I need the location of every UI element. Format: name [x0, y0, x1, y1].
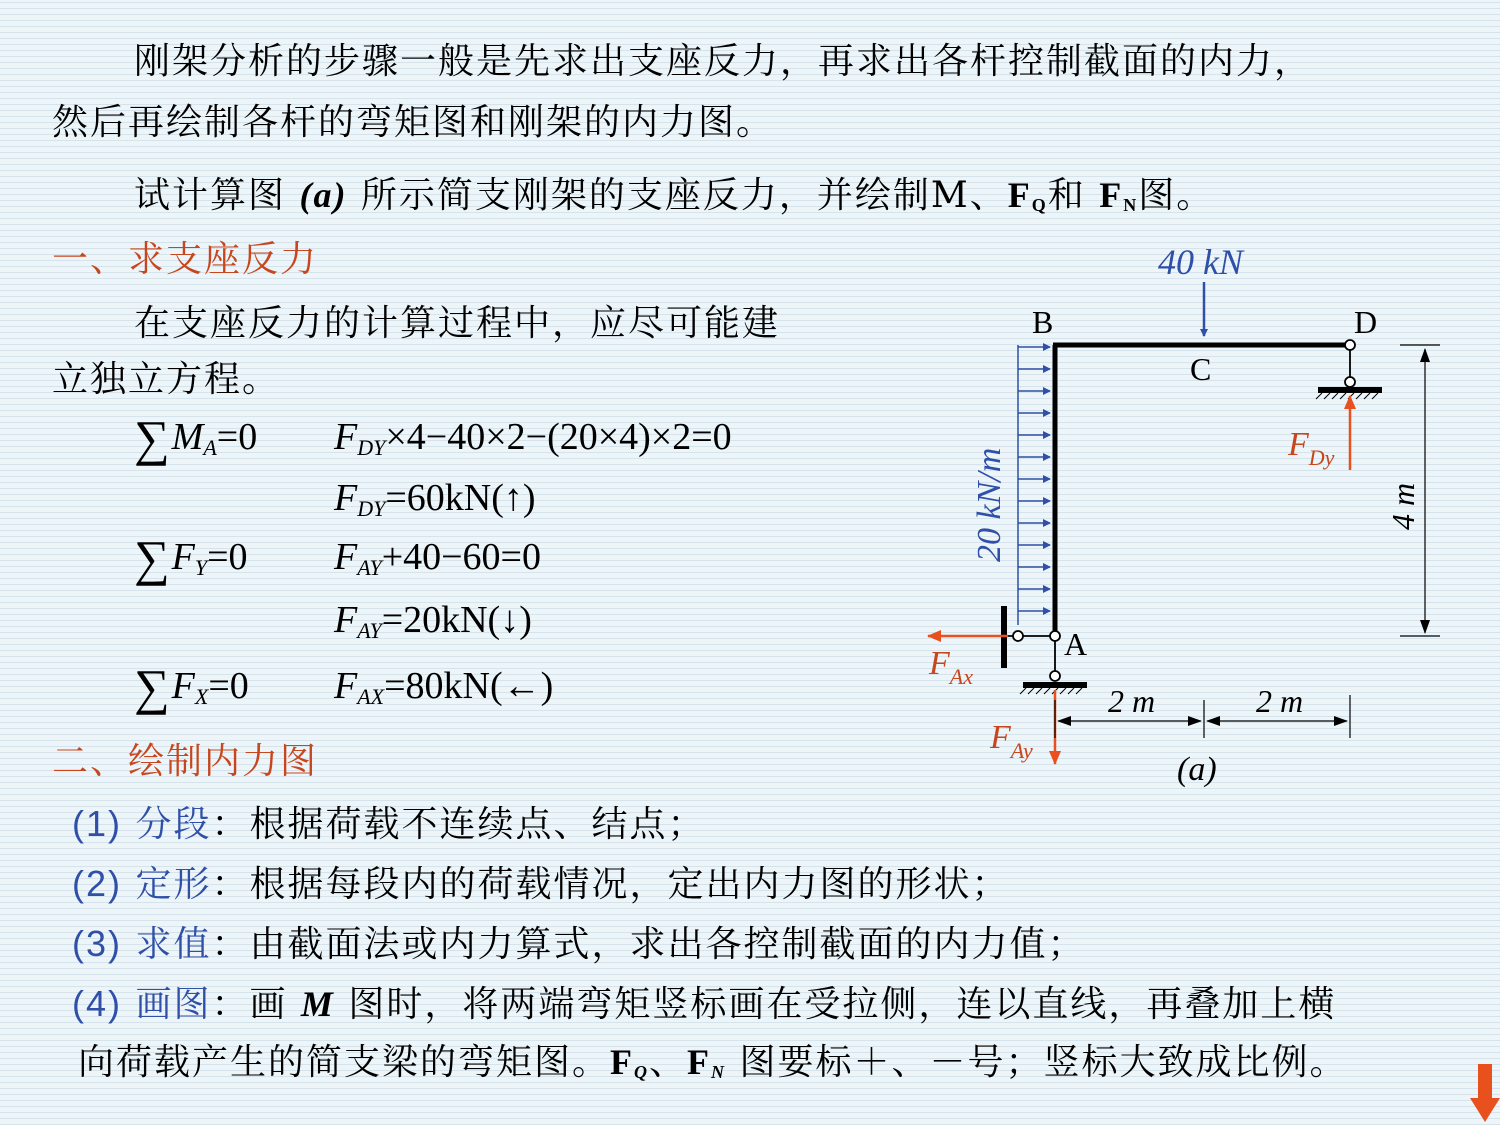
step4-fn: F — [687, 1042, 712, 1082]
node-d-label: D — [1354, 304, 1378, 340]
step-4-num: (4) — [72, 983, 122, 1024]
eq3-lhs: F — [171, 536, 195, 578]
eq5-F: F — [334, 665, 358, 707]
eq3-F: F — [334, 536, 358, 578]
eq1-lhs: M — [171, 416, 204, 458]
fax-F: F — [929, 645, 950, 682]
eq5-F-sub: AX — [357, 684, 385, 709]
eq4-F: F — [334, 599, 358, 641]
load-top-label: 40 kN — [1158, 242, 1243, 282]
section1-text-1: 在支座反力的计算过程中，应尽可能建 — [134, 303, 781, 344]
eq5-lhs-sub: X — [194, 684, 209, 709]
distributed-load — [1018, 345, 1050, 625]
step-2-text: ：根据每段内的荷载情况，定出内力图的形状； — [211, 864, 1010, 905]
sigma-symbol: ∑ — [134, 530, 170, 586]
step-2-num: (2) — [72, 863, 122, 904]
step-1-name: 分段 — [135, 804, 212, 845]
fdy-sub: Dy — [1308, 445, 1335, 470]
problem-pre: 试计算图 — [134, 175, 287, 216]
node-b-label: B — [1032, 304, 1054, 340]
eq5-lhs: F — [171, 665, 195, 707]
next-slide-arrow-icon[interactable] — [1470, 1064, 1500, 1122]
span1-label: 2 m — [1108, 683, 1156, 719]
step-1-num: (1) — [72, 803, 122, 844]
step4-fn-sub: N — [711, 1062, 727, 1082]
eq5-rhs: =0 — [208, 665, 249, 707]
eq2-F: F — [334, 477, 358, 519]
eq4-F-sub: AY — [357, 618, 382, 643]
section2-heading: 二、绘制内力图 — [52, 741, 319, 782]
dimension-span — [1055, 695, 1350, 738]
fq-sub: Q — [1031, 195, 1048, 215]
eq3-F-sub: AY — [357, 555, 382, 580]
sigma-symbol: ∑ — [134, 659, 170, 715]
step-4-text-a: ：画 — [211, 984, 301, 1025]
distributed-load-label: 20 kN/m — [971, 447, 1008, 562]
node-c-label: C — [1190, 351, 1212, 387]
eq3-rhs: =0 — [207, 536, 248, 578]
support-a-horizontal — [1004, 606, 1060, 668]
step-3-name: 求值 — [135, 924, 212, 965]
step4-sep: 、 — [649, 1042, 688, 1083]
fn-symbol: F — [1099, 175, 1124, 215]
step4-line2-a: 向荷载产生的简支梁的弯矩图。 — [78, 1042, 611, 1083]
step4-line2-b: 图要标＋、－号；竖标大致成比例。 — [726, 1042, 1348, 1083]
step-4-M: M — [300, 984, 335, 1024]
frame-members — [1053, 345, 1350, 636]
eq1-rhs: =0 — [216, 416, 258, 458]
node-a-label: A — [1064, 626, 1088, 662]
height-dim-label: 4 m — [1385, 482, 1421, 530]
fay-label — [989, 719, 1033, 763]
fay-sub: Ay — [1010, 738, 1033, 763]
problem-and: 和 — [1047, 175, 1086, 216]
eq3-rest: +40−60=0 — [381, 536, 541, 578]
fay-F: F — [990, 719, 1011, 756]
section1-text-2: 立独立方程。 — [52, 359, 281, 400]
fax-sub: Ax — [949, 664, 973, 689]
eq5-rest: =80kN(←) — [384, 665, 554, 707]
step4-fq-sub: Q — [634, 1062, 650, 1082]
eq3-lhs-sub: Y — [194, 555, 208, 580]
eq1-F-sub: DY — [357, 435, 386, 460]
step4-fq: F — [610, 1042, 635, 1082]
eq4-rest: =20kN(↓) — [381, 599, 532, 641]
eq1-rest: ×4−40×2−(20×4)×2=0 — [385, 416, 732, 458]
section1-heading: 一、求支座反力 — [52, 239, 319, 280]
eq2-rest: =60kN(↑) — [385, 477, 536, 519]
eq1-lhs-sub: A — [203, 435, 217, 460]
fax-label — [928, 645, 973, 689]
problem-mid: 所示简支刚架的支座反力，并绘制M、 — [360, 175, 1008, 216]
eq2-F-sub: DY — [357, 496, 386, 521]
fdy-F: F — [1288, 426, 1309, 463]
step-4-name: 画图 — [135, 984, 212, 1025]
step-3-text: ：由截面法或内力算式，求出各控制截面的内力值； — [211, 924, 1086, 965]
fn-sub: N — [1123, 195, 1139, 215]
step-4-text-b: 图时，将两端弯矩竖标画在受拉侧，连以直线，再叠加上横 — [334, 984, 1337, 1025]
intro-line-1: 刚架分析的步骤一般是先求出支座反力，再求出各杆控制截面的内力， — [134, 41, 1313, 82]
eq1-F: F — [334, 416, 358, 458]
fdy-label — [1287, 426, 1335, 470]
step-2-name: 定形 — [135, 864, 212, 905]
intro-line-2: 然后再绘制各杆的弯矩图和刚架的内力图。 — [52, 102, 775, 143]
support-d — [1316, 340, 1382, 399]
problem-end: 图。 — [1138, 175, 1215, 216]
figure-caption: (a) — [1177, 751, 1217, 788]
span2-label: 2 m — [1256, 683, 1304, 719]
step-1-text: ：根据荷载不连续点、结点； — [211, 804, 706, 845]
sigma-symbol: ∑ — [134, 410, 170, 466]
problem-figure-label: (a) — [299, 175, 348, 215]
fq-symbol: F — [1007, 175, 1032, 215]
step-3-num: (3) — [72, 923, 122, 964]
